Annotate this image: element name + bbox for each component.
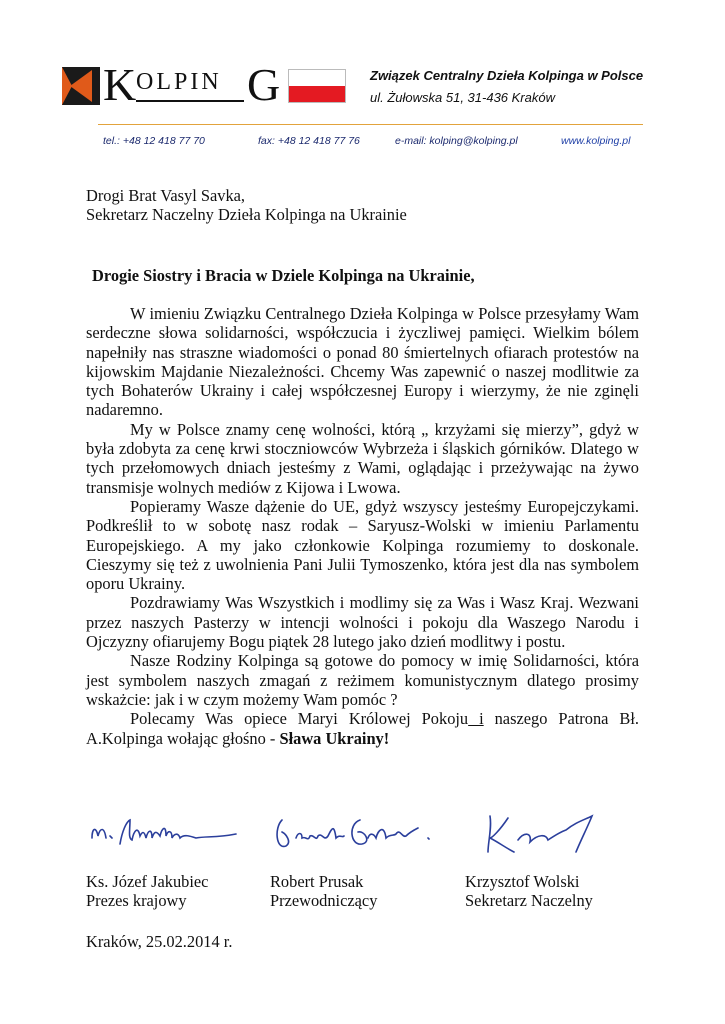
- signature-prusak: [268, 808, 458, 858]
- body-paragraph-3: Popieramy Wasze dążenie do UE, gdyż wszyscy jesteśmy Europejczykami. Podkreślił to w sobotę nasz rodak – Saryusz-Wolski w imieniu Parlamentu Europejskiego. A my jako członkowie Kolpinga rozumiemy to doskonale. Cieszymy się też z uwolnienia Pani Julii Tymoszenko, która jest dla nas symbolem oporu Ukrainy.: [86, 496, 639, 594]
- closing-exclamation: Sława Ukrainy!: [279, 728, 390, 748]
- recipient-name: Drogi Brat Vasyl Savka,: [86, 186, 246, 205]
- recipient-block: [86, 186, 407, 225]
- organization-address: ul. Żułowska 51, 31-436 Kraków: [370, 90, 555, 105]
- body-paragraph-2: My w Polsce znamy cenę wolności, którą „ krzyżami się mierzy”, gdyż w była zdobyta za cenę krwi stoczniowców Wybrzeża i śląskich górników. Dlatego w tych przełomowych dniach jesteśmy z Wami, oglądając i przeżywając na żywo transmisje wolnych mediów z Kijowa i Lwowa.: [86, 419, 639, 497]
- salutation: Drogie Siostry i Bracia w Dziele Kolpinga na Ukrainie,: [92, 266, 475, 285]
- signatory-name: Krzysztof Wolski: [465, 872, 580, 891]
- letter-body: [86, 304, 639, 748]
- polish-flag-icon: [288, 69, 346, 103]
- signatory-2: [270, 872, 377, 911]
- contact-phone: tel.: +48 12 418 77 70: [103, 135, 205, 147]
- body-paragraph-5: Nasze Rodziny Kolpinga są gotowe do pomocy w imię Solidarności, która jest symbolem naszych zmagań z reżimem komunistycznym dlatego prosimy wskażcie: jak i w czym możemy Wam pomóc ?: [86, 651, 639, 709]
- body-paragraph-1: W imieniu Związku Centralnego Dzieła Kolpinga w Polsce przesyłamy Wam serdeczne słowa solidarności, współczucia i życzliwej pamięci. Wielkim bólem napełniły nas straszne wiadomości o ponad 80 śmiertelnych ofiarach protestów na kijowskim Majdanie Niezależności. Chcemy Was zapewnić o naszej modlitwie za tych Bohaterów Ukrainy i całej współczesnej Europy i wierzymy, że nie zginęli nadaremno.: [86, 304, 639, 420]
- signatory-title: Przewodniczący: [270, 891, 378, 911]
- contact-email: e-mail: kolping@kolping.pl: [395, 135, 518, 147]
- signatory-3: [465, 872, 593, 911]
- signatory-title: Sekretarz Naczelny: [465, 891, 593, 911]
- signatory-name: Robert Prusak: [270, 872, 364, 891]
- signature-jakubiec: [86, 808, 246, 858]
- signatory-name: Ks. Józef Jakubiec: [86, 872, 209, 891]
- header-divider: [98, 124, 643, 125]
- organization-name: Związek Centralny Dzieła Kolpinga w Polsce: [370, 68, 644, 83]
- contact-website: www.kolping.pl: [561, 135, 631, 147]
- signatory-title: Prezes krajowy: [86, 891, 187, 911]
- letter-date: Kraków, 25.02.2014 r.: [86, 932, 233, 951]
- body-paragraph-4: Pozdrawiamy Was Wszystkich i modlimy się za Was i Wasz Kraj. Wezwani przez naszych Pasterzy w intencji wolności i pokoju dla Waszego Narodu i Ojczyzny ofiarujemy Bogu piątek 28 lutego jako dzień modlitwy i postu.: [86, 593, 639, 652]
- signature-wolski: [480, 808, 610, 858]
- kolping-logo: K OLPIN G: [62, 67, 350, 107]
- body-paragraph-6: Polecamy Was opiece Maryi Królowej Pokoju i naszego Patrona Bł. A.Kolpinga wołając głośno - Sława Ukrainy!: [86, 709, 639, 748]
- recipient-title: Sekretarz Naczelny Dzieła Kolpinga na Ukrainie: [86, 205, 407, 225]
- contact-fax: fax: +48 12 418 77 76: [258, 135, 360, 147]
- logo-emblem-icon: [62, 67, 100, 105]
- signatory-1: [86, 872, 208, 911]
